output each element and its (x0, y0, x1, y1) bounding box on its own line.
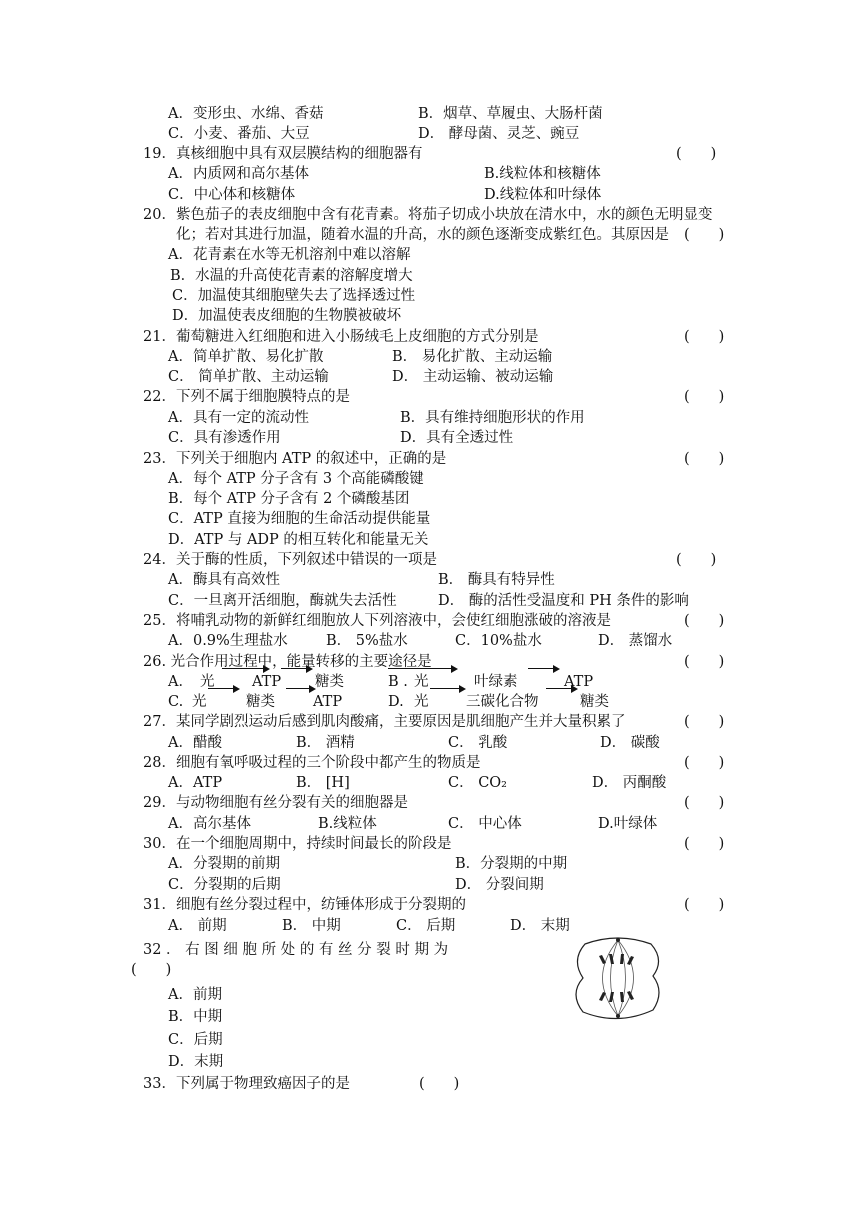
q22-option-c: C．具有渗透作用 (168, 430, 281, 446)
q24-option-b: B． 酶具有特异性 (438, 572, 555, 588)
q30-option-b: B．分裂期的中期 (455, 856, 568, 872)
q30-option-d: D． 分裂间期 (455, 877, 544, 893)
chromosomes-top (599, 954, 634, 965)
q26-option-c-step2: 糖类 (246, 694, 275, 710)
q23-option-d: D．ATP 与 ADP 的相互转化和能量无关 (168, 532, 429, 548)
q23-option-c: C．ATP 直接为细胞的生命活动提供能量 (168, 511, 431, 527)
q21-option-d: D． 主动运输、被动运输 (392, 369, 554, 385)
q26-option-d-step1: 光 (414, 694, 429, 710)
q31-option-a: A． 前期 (168, 918, 227, 934)
q28-option-c: C． CO₂ (448, 775, 507, 791)
q22-answer-blank[interactable]: ( ) (684, 389, 725, 405)
chromosomes-bottom (599, 991, 634, 1002)
q32-option-c: C．后期 (168, 1032, 223, 1048)
q33-answer-blank[interactable]: ( ) (419, 1076, 460, 1092)
q25-answer-blank[interactable]: ( ) (684, 613, 725, 629)
q26-option-d-label: D. (388, 694, 404, 710)
q27-option-b: B． 酒精 (296, 735, 355, 751)
q19-answer-blank[interactable]: ( ) (676, 146, 717, 162)
q22-option-b: B．具有维持细胞形状的作用 (400, 410, 585, 426)
q31-option-d: D． 末期 (510, 918, 570, 934)
q20-option-a: A．花青素在水等无机溶剂中难以溶解 (168, 247, 411, 263)
q26-c-arrow-1 (208, 688, 238, 689)
centriole-bottom (616, 1014, 620, 1018)
q24-option-a: A．酶具有高效性 (168, 572, 280, 588)
q26-option-c-label: C. (168, 694, 184, 710)
q21-stem: 21．葡萄糖进入红细胞和进入小肠绒毛上皮细胞的方式分别是 (143, 329, 539, 345)
q20-option-d: D．加温使表皮细胞的生物膜被破坏 (172, 308, 402, 324)
q23-option-b: B．每个 ATP 分子含有 2 个磷酸基团 (168, 491, 410, 507)
q30-option-c: C．分裂期的后期 (168, 877, 281, 893)
q22-stem: 22．下列不属于细胞膜特点的是 (143, 389, 350, 405)
q32-answer-blank[interactable]: ( ) (131, 962, 172, 978)
q32-stem: 32 ． 右 图 细 胞 所 处 的 有 丝 分 裂 时 期 为 (143, 942, 449, 958)
q26-option-b-step1: 光 (414, 674, 429, 690)
q26-option-a-step2: ATP (252, 674, 282, 690)
q18-option-d: D． 酵母菌、灵芝、豌豆 (418, 126, 580, 142)
dividing-cell-figure (573, 934, 663, 1022)
q29-option-d: D.叶绿体 (598, 816, 658, 832)
q26-option-a-label: A． (168, 674, 193, 690)
q23-answer-blank[interactable]: ( ) (684, 451, 725, 467)
q22-option-d: D．具有全透过性 (400, 430, 514, 446)
q26-option-b-step3: ATP (564, 674, 594, 690)
cell-membrane (576, 938, 659, 1019)
q19-option-c: C．中心体和核糖体 (168, 187, 296, 203)
q19-option-b: B.线粒体和核糖体 (484, 166, 601, 182)
q26-option-a-step3: 糖类 (315, 674, 344, 690)
q28-option-a: A．ATP (168, 775, 223, 791)
q26-d-arrow-2 (546, 688, 576, 689)
q31-answer-blank[interactable]: ( ) (684, 897, 725, 913)
q26-b-arrow-2 (528, 668, 558, 669)
q21-option-a: A．简单扩散、易化扩散 (168, 349, 324, 365)
q24-stem: 24．关于酶的性质，下列叙述中错误的一项是 (143, 552, 437, 568)
q28-option-d: D． 丙酮酸 (592, 775, 667, 791)
q26-option-b-step2: 叶绿素 (474, 674, 518, 690)
q29-answer-blank[interactable]: ( ) (684, 795, 725, 811)
q26-a-arrow-2 (281, 668, 311, 669)
q23-stem: 23．下列关于细胞内 ATP 的叙述中，正确的是 (143, 451, 447, 467)
q28-answer-blank[interactable]: ( ) (684, 755, 725, 771)
q32-option-d: D．末期 (168, 1054, 224, 1070)
q25-option-c: C．10%盐水 (455, 633, 542, 649)
q29-option-b: B.线粒体 (318, 816, 377, 832)
q26-answer-blank[interactable]: ( ) (684, 654, 725, 670)
q19-option-a: A．内质网和高尔基体 (168, 166, 309, 182)
q31-stem: 31．细胞有丝分裂过程中，纺锤体形成于分裂期的 (143, 897, 466, 913)
q24-answer-blank[interactable]: ( ) (676, 552, 717, 568)
q20-option-b: B．水温的升高使花青素的溶解度增大 (170, 268, 413, 284)
q30-option-a: A．分裂期的前期 (168, 856, 280, 872)
q26-c-arrow-2 (286, 688, 314, 689)
q18-option-a: A．变形虫、水绵、香菇 (168, 106, 324, 122)
q31-option-c: C． 后期 (396, 918, 456, 934)
q30-stem: 30．在一个细胞周期中，持续时间最长的阶段是 (143, 836, 452, 852)
q27-answer-blank[interactable]: ( ) (684, 714, 725, 730)
q25-stem: 25．将哺乳动物的新鲜红细胞放人下列溶液中，会使红细胞涨破的溶液是 (143, 613, 611, 629)
q29-stem: 29．与动物细胞有丝分裂有关的细胞器是 (143, 795, 408, 811)
q29-option-c: C． 中心体 (448, 816, 522, 832)
q26-d-arrow-1 (430, 688, 464, 689)
q20-stem-line2: 化；若对其进行加温，随着水温的升高，水的颜色逐渐变成紫红色。其原因是 (176, 227, 669, 243)
q25-option-a: A．0.9%生理盐水 (168, 633, 288, 649)
q19-option-d: D.线粒体和叶绿体 (484, 187, 602, 203)
q27-option-a: A．醋酸 (168, 735, 222, 751)
q24-option-c: C．一旦离开活细胞，酶就失去活性 (168, 593, 397, 609)
q26-option-c-step1: 光 (192, 694, 207, 710)
q26-option-d-step2: 三碳化合物 (466, 694, 539, 710)
q20-answer-blank[interactable]: ( ) (684, 227, 725, 243)
q20-option-c: C．加温使其细胞壁失去了选择透过性 (172, 288, 416, 304)
q26-option-d-step3: 糖类 (580, 694, 609, 710)
q33-stem: 33．下列属于物理致癌因子的是 (143, 1076, 350, 1092)
q21-option-c: C． 简单扩散、主动运输 (168, 369, 329, 385)
q23-option-a: A．每个 ATP 分子含有 3 个高能磷酸键 (168, 471, 424, 487)
q20-stem-line1: 20．紫色茄子的表皮细胞中含有花青素。将茄子切成小块放在清水中，水的颜色无明显变 (143, 207, 713, 223)
q32-option-b: B．中期 (168, 1009, 223, 1025)
q26-option-b-label: B . (388, 674, 408, 690)
q26-stem: 26. 光合作用过程中，能量转移的主要途径是 (143, 654, 432, 670)
q25-option-b: B． 5%盐水 (326, 633, 408, 649)
q21-answer-blank[interactable]: ( ) (684, 329, 725, 345)
q24-option-d: D． 酶的活性受温度和 PH 条件的影响 (438, 593, 689, 609)
q27-option-d: D． 碳酸 (600, 735, 660, 751)
q29-option-a: A．高尔基体 (168, 816, 251, 832)
q30-answer-blank[interactable]: ( ) (684, 836, 725, 852)
q31-option-b: B． 中期 (282, 918, 341, 934)
q18-option-c: C．小麦、番茄、大豆 (168, 126, 310, 142)
q18-option-b: B．烟草、草履虫、大肠杆菌 (418, 106, 603, 122)
q27-option-c: C． 乳酸 (448, 735, 508, 751)
q26-option-a-step1: 光 (200, 674, 215, 690)
q19-stem: 19．真核细胞中具有双层膜结构的细胞器有 (143, 146, 423, 162)
spindle-fibers (603, 940, 634, 1016)
q21-option-b: B． 易化扩散、主动运输 (392, 349, 553, 365)
q28-option-b: B． [H] (296, 775, 350, 791)
q28-stem: 28．细胞有氧呼吸过程的三个阶段中都产生的物质是 (143, 755, 481, 771)
q26-b-arrow-1 (388, 668, 456, 669)
q22-option-a: A．具有一定的流动性 (168, 410, 309, 426)
q27-stem: 27．某同学剧烈运动后感到肌肉酸痛，主要原因是肌细胞产生并大量积累了 (143, 714, 626, 730)
centriole-top (616, 938, 620, 942)
q26-option-c-step3: ATP (313, 694, 343, 710)
q25-option-d: D． 蒸馏水 (598, 633, 673, 649)
q26-a-arrow-1 (222, 668, 268, 669)
q32-option-a: A．前期 (168, 987, 222, 1003)
